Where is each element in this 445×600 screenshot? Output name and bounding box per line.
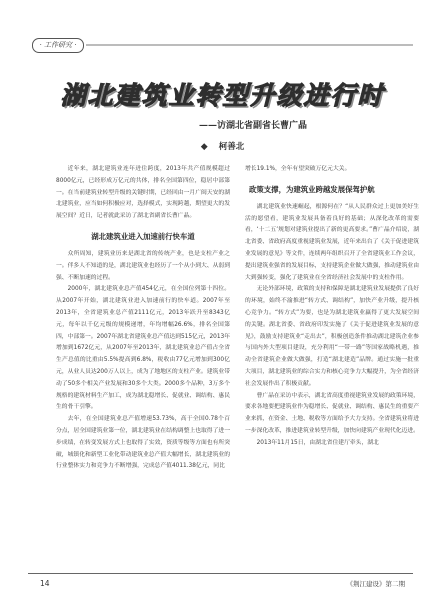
body-paragraph: 湖北建筑业快速崛起，根源何在？“从人民群众过上更加美好生活的愿望看，建筑业发展具备着良好的基础；从深化改革的需要看，‘十二五’规划对建筑业提出了新的更高要求。”曹广晶介绍说，湖北省委、省政府高度重视建筑业发展，近年来出台了《关于促进建筑业发展的意见》等文件，连续两年组织召开了全省建筑业工作会议，提出建筑业强省的发展目标，支持建筑企业做大做强，推动建筑业由大到强转变，强化了建筑业在全省经济社会发展中的支柱作用。 <box>245 203 419 281</box>
body-paragraph: 增长19.1%，全年有望突破万亿元大关。 <box>245 166 351 172</box>
intro-paragraph: 近年来，湖北建筑业连年迸住跨度，2013年共产值规模超过8000亿元，已经形成万亿元的共体，排名全国第四位，稳居中部第一。在当前建筑业转型升级的关键时期，已经回由一月广闽天安的湖北建筑业，应当如何积极应对，选择模式，实现跨越，期望更大的发展空间？近日，记者就此采访了湖北省副省长曹广晶。 <box>56 166 230 220</box>
author-name: 柯善北 <box>218 142 245 152</box>
header-rule <box>86 44 413 46</box>
body-paragraph: 2000年，湖北建筑业总产值454亿元，在全国位列第十四位。从2007年开始，湖北建筑业进入加速前行的快车道。2007年至2013年，全省建筑业总产值2111亿元，2013年跃升至8343亿元，每年以千亿元级的规模递增，年均增幅26.6%，排名全国第四，中部第一。2007年湖北省建筑业总产值达到515亿元，2013年增加到1672亿元，从2007年至2013年，湖北建筑业总产值占全省生产总值的比重由5.5%提高到6.8%，税收由77亿元增加到300亿元，从业人员达200万人以上，成为了地地区的支柱产业。建筑业带动了50多个相关产业发展和30多个大类。2000多个品种，3万多个规格的建筑材料生产加工，成为湖北稳增长、促就业、调结构、惠民生的骨干引擎。 <box>56 286 230 411</box>
footer-rule <box>28 573 413 574</box>
magazine-name: 《荆江建设》第二期 <box>346 580 405 588</box>
section-tag: · 工作研究 · <box>32 38 84 53</box>
article-title: 湖北建筑业转型升级进行时 <box>60 81 385 110</box>
body-paragraph: 去年，在全国建筑业总产值增速53.73%，高于全国0.78个百分点，居全国建筑业第一位，湖北建筑业在结构调整上也取得了进一步成绩，在转变发展方式上也取得了实效，资质等级等方面也有所突破，城镇化和新型工业化带动建筑业总产值大幅增长，湖北建筑业的行业整体实力和竞争力不断增强，完成总产值4011.38亿元，同比 <box>56 416 230 470</box>
body-paragraph: 众所周知，建筑业历来是湖北省的传统产业，也是支柱产业之一。伴多人不知道的是，湖北建筑业也经历了一个从小到大、从弱到强、不断加速的过程。 <box>56 250 230 281</box>
body-paragraph: 2013年11月15日，由湖北省住建厅牵头，湖北 <box>256 439 379 446</box>
section-heading-2: 政策支撑，为建筑业跨越发展保驾护航 <box>249 184 375 194</box>
diamond-icon: ◆ <box>200 142 208 152</box>
article-subtitle: ——访湖北省副省长曹广晶 <box>198 121 307 131</box>
body-paragraph: 曹广晶在采访中表示，湖北省高度重视建筑业发展的政策环境，要求各地要把建筑业作为稳增长、促就业、调结构、惠民生的重要产业来抓，在资金、土地、税收等方面给予大力支持。全省建筑业将进一步深化改革，推进建筑业转型升级，加快向建筑产业现代化迈进。 <box>245 392 419 434</box>
author-byline <box>0 140 445 152</box>
left-column <box>56 164 230 473</box>
right-column <box>245 164 419 450</box>
section-heading-1: 湖北建筑业进入加速前行快车道 <box>91 231 195 241</box>
page-number: 14 <box>40 579 50 588</box>
body-paragraph: 无论外部环境，政策的支持和保障是湖北建筑业发展提供了良好的环境，始终不渝推进“转方式、调结构”，加快产业升级，提升核心竞争力。“转方式”为要，也是为湖北建筑业赢得了更大发展空间的关键。湖北省委、省政府印发实施了《关于促进建筑业发展的意见》，鼓励支持建筑业“走出去”，积极创造条件推动湖北建筑企业参与国内外大型项目建设，充分利用“一带一路”等国家战略机遇，推动全省建筑企业做大做强，打造“湖北建造”品牌。通过实施一批重大项目，湖北建筑业的综合实力和核心竞争力大幅提升，为全省经济社会发展作出了积极贡献。 <box>245 286 419 387</box>
